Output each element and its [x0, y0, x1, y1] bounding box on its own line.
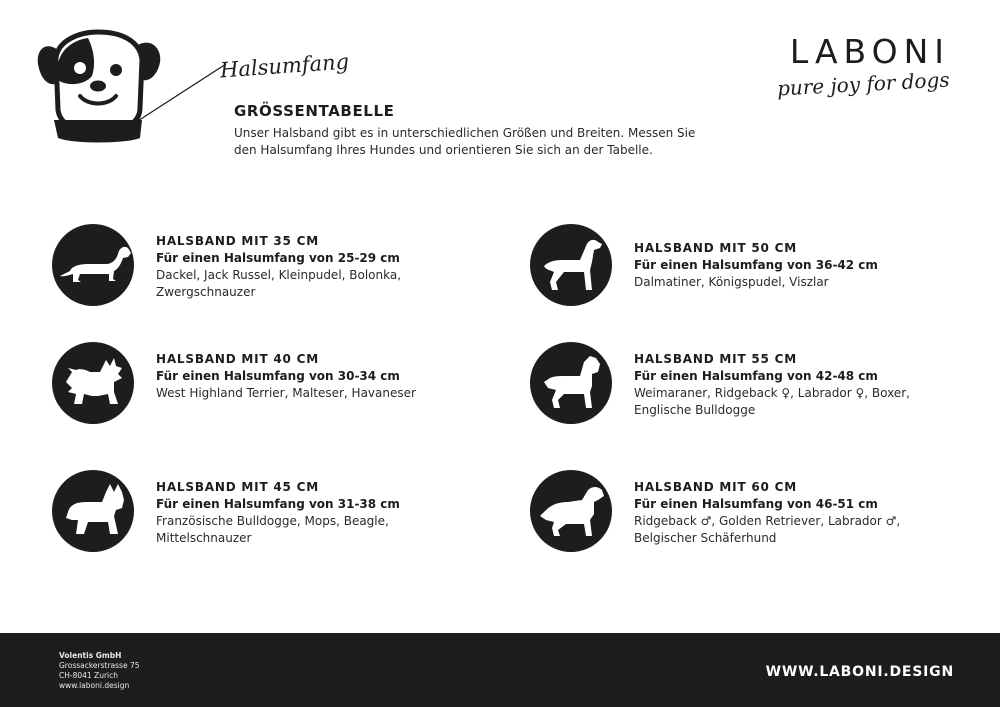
company-name: Volentis GmbH — [59, 651, 122, 660]
logo-wordmark: LABONI — [789, 32, 950, 71]
size-heading: HALSBAND MIT 55 CM — [634, 352, 798, 366]
footer-address — [59, 651, 140, 691]
size-subheading: Für einen Halsumfang von 25-29 cm — [156, 251, 400, 265]
city: CH-8041 Zurich — [59, 671, 118, 680]
size-breeds: Dackel, Jack Russel, Kleinpudel, Bolonka, Zwergschnauzer — [156, 268, 402, 299]
westie-icon — [52, 342, 134, 424]
page-title: GRÖSSENTABELLE — [234, 102, 395, 120]
size-subheading: Für einen Halsumfang von 46-51 cm — [634, 497, 878, 511]
size-item-50 — [530, 224, 950, 310]
logo-tagline: pure joy for dogs — [776, 67, 951, 101]
size-heading: HALSBAND MIT 60 CM — [634, 480, 798, 494]
retriever-icon — [530, 470, 612, 552]
neck-measure-line — [128, 62, 228, 128]
website-small: www.laboni.design — [59, 681, 130, 690]
size-heading: HALSBAND MIT 45 CM — [156, 480, 320, 494]
size-heading: HALSBAND MIT 35 CM — [156, 234, 320, 248]
size-item-55 — [530, 342, 950, 428]
size-item-60 — [530, 470, 950, 556]
size-breeds: West Highland Terrier, Malteser, Havaneser — [156, 386, 416, 400]
halsumfang-script-label: Halsumfang — [219, 49, 350, 83]
size-subheading: Für einen Halsumfang von 42-48 cm — [634, 369, 878, 383]
size-heading: HALSBAND MIT 50 CM — [634, 241, 798, 255]
size-breeds: Französische Bulldogge, Mops, Beagle, Mittelschnauzer — [156, 514, 389, 545]
size-breeds: Ridgeback ♂, Golden Retriever, Labrador ♂, Belgischer Schäferhund — [634, 514, 901, 545]
size-subheading: Für einen Halsumfang von 36-42 cm — [634, 258, 878, 272]
intro-text: Unser Halsband gibt es in unterschiedlichen Größen und Breiten. Messen Sie den Halsumfang Ihres Hundes und orientieren Sie sich an der Tabelle. — [234, 126, 696, 157]
size-item-45 — [52, 470, 452, 556]
boxer-icon — [530, 342, 612, 424]
size-heading: HALSBAND MIT 40 CM — [156, 352, 320, 366]
laboni-logo — [776, 32, 951, 101]
dachshund-icon — [52, 224, 134, 306]
size-breeds: Weimaraner, Ridgeback ♀, Labrador ♀, Boxer, Englische Bulldogge — [634, 386, 910, 417]
street: Grossackerstrasse 75 — [59, 661, 140, 670]
size-breeds: Dalmatiner, Königspudel, Viszlar — [634, 275, 829, 289]
size-subheading: Für einen Halsumfang von 30-34 cm — [156, 369, 400, 383]
dalmatian-icon — [530, 224, 612, 306]
size-item-40 — [52, 342, 452, 428]
size-subheading: Für einen Halsumfang von 31-38 cm — [156, 497, 400, 511]
size-item-35 — [52, 224, 452, 310]
french-bulldog-icon — [52, 470, 134, 552]
website-link[interactable]: WWW.LABONI.DESIGN — [765, 664, 954, 680]
